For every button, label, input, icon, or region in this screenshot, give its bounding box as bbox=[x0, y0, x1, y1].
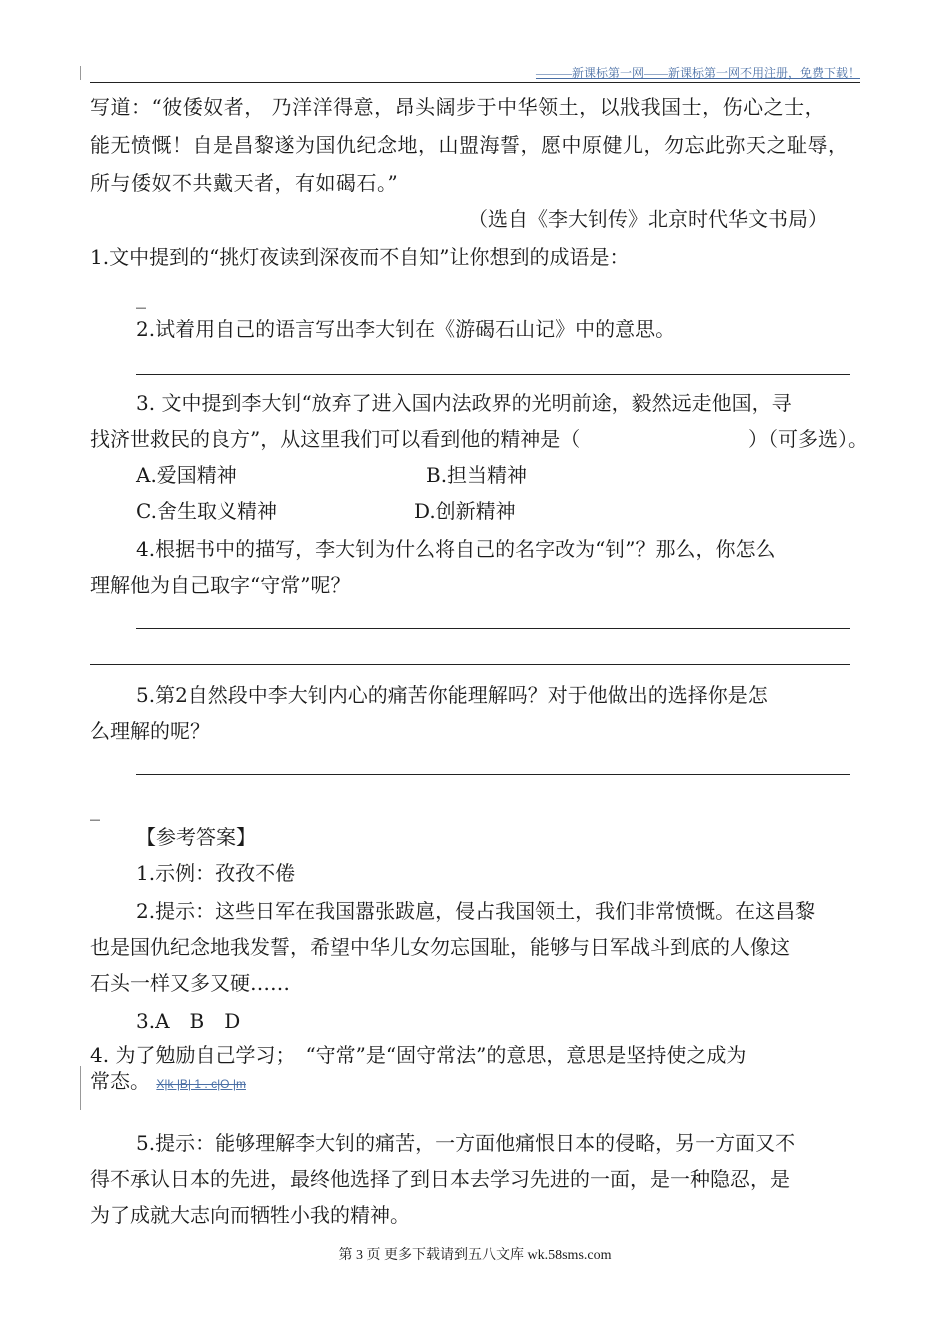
question-5-line-1: 5.第2自然段中李大钊内心的痛苦你能理解吗？对于他做出的选择你是怎 bbox=[136, 683, 768, 707]
option-b[interactable]: B.担当精神 bbox=[426, 463, 528, 487]
question-3-line-2a: 找济世救民的良方”，从这里我们可以看到他的精神是（ bbox=[90, 427, 581, 451]
question-4-answer-line-2[interactable] bbox=[90, 664, 850, 665]
answer-2-line-3: 石头一样又多又硬…… bbox=[90, 971, 290, 995]
question-5-line-2: 么理解的呢？ bbox=[90, 719, 210, 743]
answer-5-line-1: 5.提示：能够理解李大钊的痛苦，一方面他痛恨日本的侵略，另一方面又不 bbox=[136, 1131, 796, 1155]
option-a[interactable]: A.爱国精神 bbox=[136, 463, 237, 487]
passage-line-2: 能无愤慨！自是昌黎遂为国仇纪念地，山盟海誓，愿中原健儿，勿忘此弥天之耻辱， bbox=[90, 133, 849, 157]
answer-1: 1.示例：孜孜不倦 bbox=[136, 861, 296, 885]
passage-source: （选自《李大钊传》北京时代华文书局） bbox=[468, 207, 828, 231]
answer-3: 3.A B D bbox=[136, 1009, 241, 1033]
question-4-line-2: 理解他为自己取字“守常”呢？ bbox=[90, 573, 351, 597]
answer-2-line-1: 2.提示：这些日军在我国嚣张跋扈，侵占我国领土，我们非常愤慨。在这昌黎 bbox=[136, 899, 816, 923]
option-d[interactable]: D.创新精神 bbox=[414, 499, 516, 523]
passage-line-1: 写道：“彼倭奴者， 乃洋洋得意，昂头阔步于中华领土，以戕我国士，伤心之士， bbox=[90, 95, 826, 119]
answer-5-line-3: 为了成就大志向而牺牲小我的精神。 bbox=[90, 1203, 410, 1227]
answer-4-line-1: 4. 为了勉励自己学习； “守常”是“固守常法”的意思，意思是坚持使之成为 bbox=[90, 1043, 747, 1067]
question-3-line-1: 3. 文中提到李大钊“放弃了进入国内法政界的光明前途，毅然远走他国，寻 bbox=[136, 391, 792, 415]
question-5-blank[interactable]: _ bbox=[90, 797, 100, 821]
question-4-line-1: 4.根据书中的描写，李大钊为什么将自己的名字改为“钊”？那么，你怎么 bbox=[136, 537, 776, 561]
corner-mark-mid bbox=[80, 1066, 81, 1110]
answer-4-line-2-text: 常态。 bbox=[90, 1069, 150, 1093]
question-1-blank[interactable]: _ bbox=[136, 285, 146, 309]
question-5-answer-line[interactable] bbox=[136, 774, 850, 775]
answer-4-line-2 bbox=[90, 1066, 246, 1099]
question-2: 2.试着用自己的语言写出李大钊在《游碣石山记》中的意思。 bbox=[136, 317, 676, 341]
answer-2-line-2: 也是国仇纪念地我发誓，希望中华儿女勿忘国耻，能够与日军战斗到底的人像这 bbox=[90, 935, 790, 959]
answer-5-line-2: 得不承认日本的先进，最终他选择了到日本去学习先进的一面，是一种隐忍，是 bbox=[90, 1167, 790, 1191]
question-3-line-2b: ）（可多选）。 bbox=[748, 427, 868, 451]
page-footer: 第 3 页 更多下载请到五八文库 wk.58sms.com bbox=[338, 1248, 612, 1263]
corner-mark-top bbox=[80, 66, 81, 80]
header-rule bbox=[90, 82, 860, 83]
option-c[interactable]: C.舍生取义精神 bbox=[136, 499, 277, 523]
passage-line-3: 所与倭奴不共戴天者，有如碣石。” bbox=[90, 171, 399, 195]
question-2-answer-line[interactable] bbox=[136, 374, 850, 375]
question-4-answer-line-1[interactable] bbox=[136, 628, 850, 629]
question-1: 1.文中提到的“挑灯夜读到深夜而不自知”让你想到的成语是： bbox=[90, 245, 630, 269]
answers-heading: 【参考答案】 bbox=[136, 825, 256, 849]
watermark-link[interactable]: X|k |B| 1 . c|O |m bbox=[156, 1077, 246, 1091]
header-link[interactable]: ———新课标第一网——新课标第一网不用注册，免费下载！ bbox=[535, 66, 860, 80]
